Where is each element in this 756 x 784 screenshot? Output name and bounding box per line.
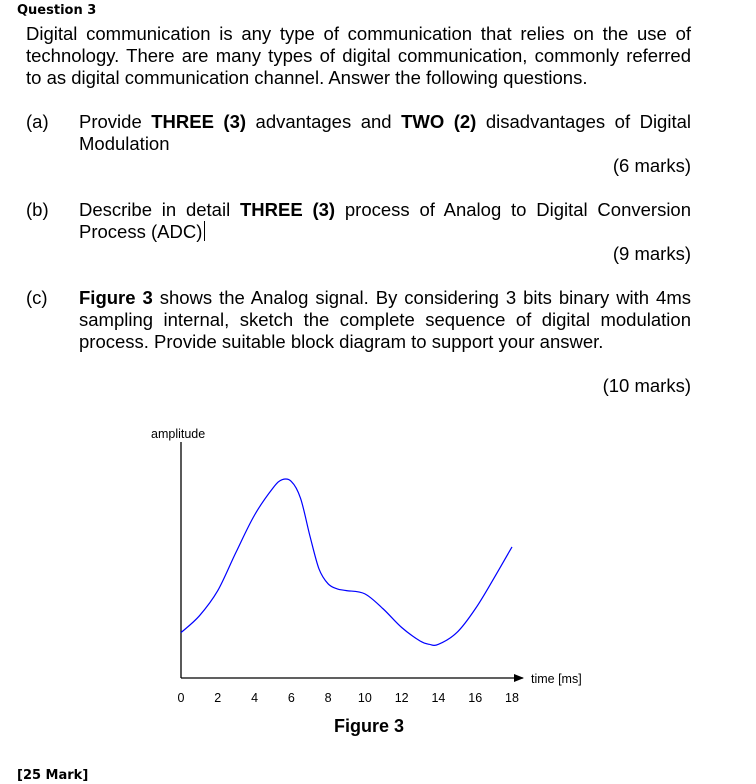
x-tick-label-6: 6	[287, 691, 295, 705]
part-c-label: (c)	[26, 287, 48, 308]
x-axis-label: time [ms]	[531, 672, 582, 686]
part-b-label: (b)	[26, 199, 49, 220]
part-b-text-2: process of Analog to Digital Conversion Process (ADC)	[79, 199, 692, 242]
analog-signal-line	[181, 479, 512, 645]
part-a-bold-1: THREE (3)	[151, 111, 247, 132]
part-a-bold-2: TWO (2)	[401, 111, 477, 132]
x-tick-label-12: 12	[394, 691, 409, 705]
x-tick-label-14: 14	[431, 691, 446, 705]
part-c-marks: (10 marks)	[602, 375, 691, 396]
total-marks: [25 Mark]	[17, 768, 89, 783]
x-tick-label-18: 18	[505, 691, 519, 705]
part-b-text-1: Describe in detail	[79, 199, 240, 220]
question-intro: Digital communication is any type of communication that relies on the use of technology. There are many types of digital communication, commonly referred to as digital communication channel. Answer the following questions.	[26, 23, 691, 88]
part-a-text-1: Provide	[79, 111, 152, 132]
x-tick-label-4: 4	[251, 691, 259, 705]
part-a-text-2: advantages and	[246, 111, 402, 132]
x-tick-label-8: 8	[324, 691, 332, 705]
part-b-marks: (9 marks)	[612, 243, 691, 264]
part-c-bold-1: Figure 3	[79, 287, 153, 308]
part-a-marks: (6 marks)	[612, 155, 691, 176]
question-title: Question 3	[17, 3, 97, 18]
x-tick-label-16: 16	[468, 691, 483, 705]
part-c-text-1: shows the Analog signal. By considering 3 bits binary with 4ms sampling internal, sketch the complete sequence of digital modulation process. Provide suitable block diagram to support your answer.	[79, 287, 691, 352]
x-tick-label-0: 0	[177, 691, 185, 705]
part-a-text-3: disadvantages of Digital Modulation	[79, 111, 691, 154]
x-tick-label-10: 10	[357, 691, 372, 705]
figure-caption: Figure 3	[333, 716, 405, 736]
x-tick-label-2: 2	[214, 691, 222, 705]
part-a-label: (a)	[26, 111, 49, 132]
part-b-bold-1: THREE (3)	[239, 199, 336, 220]
y-axis-label: amplitude	[151, 427, 206, 441]
